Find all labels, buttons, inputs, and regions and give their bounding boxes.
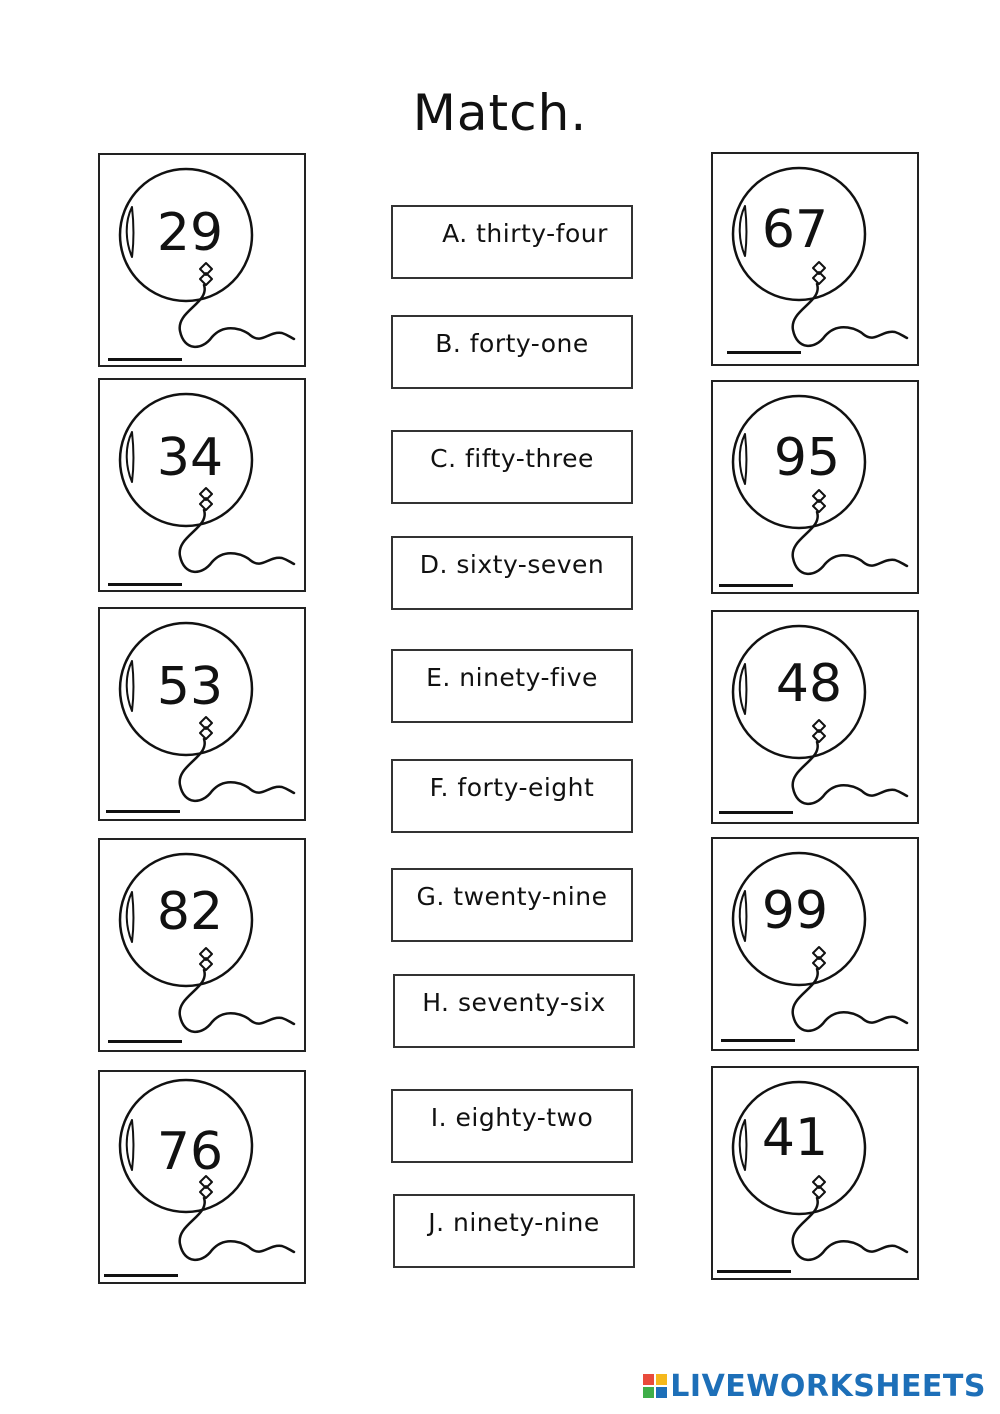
balloon-icon — [713, 1068, 921, 1282]
balloon-card — [711, 1066, 919, 1280]
balloon-number: 53 — [156, 657, 224, 717]
balloon-card — [711, 152, 919, 366]
liveworksheets-logo — [643, 1368, 986, 1404]
balloon-number: 48 — [775, 654, 843, 714]
answer-line[interactable] — [108, 1040, 182, 1043]
word-label: B. forty-one — [435, 329, 589, 358]
word-label: D. sixty-seven — [419, 550, 605, 579]
balloon-card — [711, 380, 919, 594]
balloon-card — [98, 378, 306, 592]
answer-line[interactable] — [108, 583, 182, 586]
balloon-card — [711, 610, 919, 824]
answer-line[interactable] — [108, 358, 182, 361]
balloon-number: 34 — [156, 428, 224, 488]
word-label: C. fifty-three — [430, 444, 594, 473]
word-box[interactable] — [391, 205, 633, 279]
word-label: G. twenty-nine — [416, 882, 608, 911]
balloon-number: 95 — [773, 428, 841, 488]
answer-line[interactable] — [727, 351, 801, 354]
balloon-card — [711, 837, 919, 1051]
answer-line[interactable] — [721, 1039, 795, 1042]
word-box[interactable] — [391, 868, 633, 942]
word-label: I. eighty-two — [430, 1103, 594, 1132]
balloon-number: 82 — [156, 882, 224, 942]
word-box[interactable] — [391, 759, 633, 833]
balloon-card — [98, 838, 306, 1052]
word-box[interactable] — [393, 1194, 635, 1268]
balloon-number: 67 — [761, 200, 829, 260]
word-label: H. seventy-six — [422, 988, 606, 1017]
word-label: J. ninety-nine — [428, 1208, 600, 1237]
balloon-icon — [100, 840, 308, 1054]
balloon-card — [98, 607, 306, 821]
balloon-number: 41 — [761, 1108, 829, 1168]
balloon-card — [98, 1070, 306, 1284]
word-box[interactable] — [391, 536, 633, 610]
balloon-icon — [713, 612, 921, 826]
answer-line[interactable] — [106, 810, 180, 813]
word-box[interactable] — [391, 1089, 633, 1163]
page-title: Match. — [412, 84, 588, 142]
word-box[interactable] — [393, 974, 635, 1048]
brand-name: LIVEWORKSHEETS — [670, 1368, 986, 1404]
balloon-icon — [713, 154, 921, 368]
word-box[interactable] — [391, 315, 633, 389]
answer-line[interactable] — [104, 1274, 178, 1277]
word-box[interactable] — [391, 649, 633, 723]
balloon-icon — [713, 839, 921, 1053]
word-label: A. thirty-four — [442, 219, 608, 248]
balloon-number: 76 — [156, 1122, 224, 1182]
balloon-number: 99 — [761, 881, 829, 941]
answer-line[interactable] — [719, 584, 793, 587]
word-label: F. forty-eight — [429, 773, 595, 802]
answer-line[interactable] — [717, 1270, 791, 1273]
balloon-icon — [713, 382, 921, 596]
word-label: E. ninety-five — [426, 663, 598, 692]
balloon-number: 29 — [156, 203, 224, 263]
answer-line[interactable] — [719, 811, 793, 814]
balloon-card — [98, 153, 306, 367]
brand-mark-icon — [643, 1374, 667, 1398]
word-box[interactable] — [391, 430, 633, 504]
